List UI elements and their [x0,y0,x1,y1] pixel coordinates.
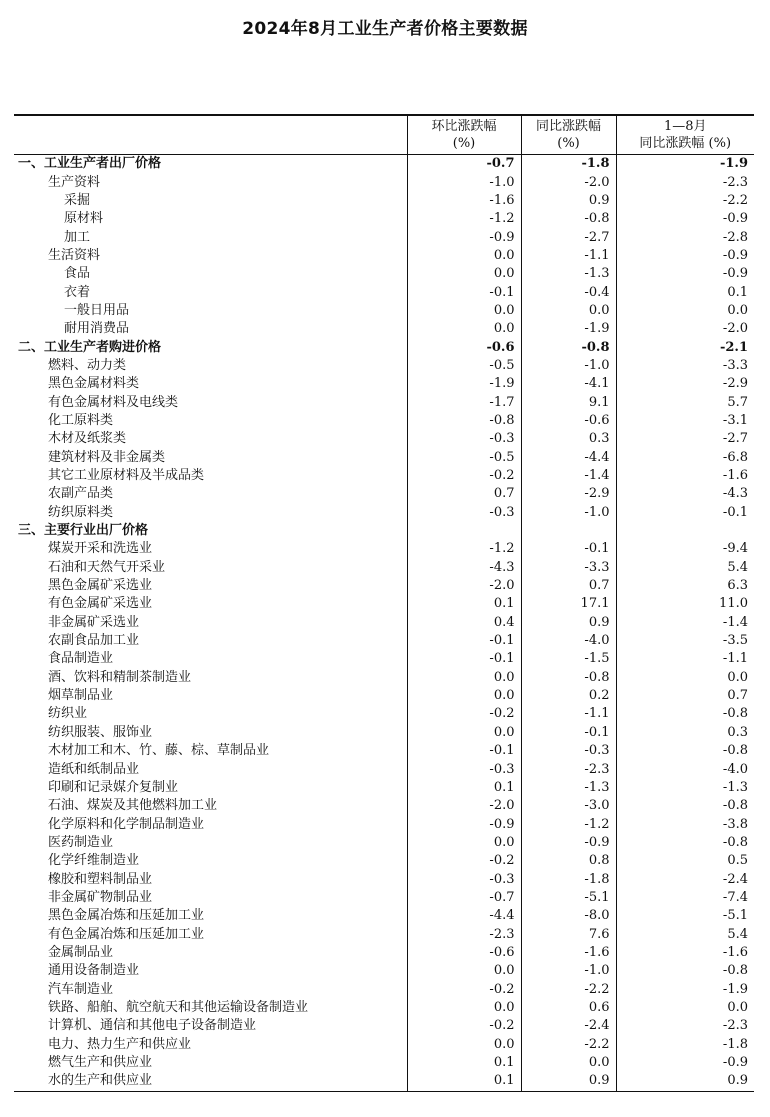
table-row [14,504,754,522]
row-label: 计算机、通信和其他电子设备制造业 [48,1018,257,1034]
mom-value: 0.1 [407,779,521,797]
row-label: 汽车制造业 [48,981,114,997]
row-label: 其它工业原材料及半成品类 [48,468,205,484]
cumulative-value: -2.3 [616,173,754,191]
row-label: 加工 [64,229,91,245]
row-label: 酒、饮料和精制茶制造业 [48,669,192,685]
mom-value: -2.3 [407,925,521,943]
row-label: 原材料 [64,211,104,227]
table-row [14,650,754,668]
mom-value: -0.8 [407,412,521,430]
mom-value: -1.7 [407,393,521,411]
yoy-value: -2.3 [521,760,616,778]
table-body [14,155,754,1092]
table-row [14,393,754,411]
yoy-value: 0.7 [521,577,616,595]
yoy-value: -1.1 [521,247,616,265]
row-label: 黑色金属材料类 [48,376,140,392]
table-row [14,265,754,283]
row-label: 农副产品类 [48,486,114,502]
cumulative-value: -5.1 [616,907,754,925]
cumulative-value: 5.4 [616,559,754,577]
row-label: 石油、煤炭及其他燃料加工业 [48,798,218,814]
table-row [14,999,754,1017]
mom-value: -0.2 [407,467,521,485]
mom-value: -0.1 [407,632,521,650]
yoy-value: -0.3 [521,742,616,760]
mom-value [407,522,521,540]
cumulative-value: -3.1 [616,412,754,430]
cumulative-value: -0.8 [616,797,754,815]
mom-value: -4.4 [407,907,521,925]
mom-value: 0.0 [407,265,521,283]
mom-value: -0.2 [407,852,521,870]
yoy-value: -1.0 [521,504,616,522]
cumulative-value: -0.8 [616,742,754,760]
mom-value: -0.1 [407,283,521,301]
table-row [14,173,754,191]
table-row [14,724,754,742]
cumulative-value: -0.9 [616,210,754,228]
cumulative-value: 5.4 [616,925,754,943]
table-row [14,595,754,613]
row-label: 木材及纸浆类 [48,431,127,447]
mom-value: -0.9 [407,228,521,246]
table-row [14,779,754,797]
row-label: 有色金属矿采选业 [48,596,153,612]
cumulative-value: -0.9 [616,1054,754,1072]
mom-value: 0.0 [407,724,521,742]
mom-value: 0.1 [407,1072,521,1091]
section-row [14,338,754,356]
row-label: 化工原料类 [48,412,114,428]
table-row [14,467,754,485]
row-label: 耐用消费品 [64,321,130,337]
mom-value: -1.6 [407,192,521,210]
row-label: 化学纤维制造业 [48,853,140,869]
yoy-value: -1.8 [521,870,616,888]
mom-value: -0.5 [407,449,521,467]
table-row [14,375,754,393]
mom-value: 0.0 [407,247,521,265]
table-row [14,889,754,907]
table-row [14,192,754,210]
yoy-value: 0.9 [521,1072,616,1091]
yoy-value: -0.8 [521,210,616,228]
cumulative-value: -6.8 [616,449,754,467]
row-label: 有色金属材料及电线类 [48,394,179,410]
cumulative-value: -1.3 [616,779,754,797]
mom-value: -0.1 [407,742,521,760]
table-row [14,1072,754,1091]
yoy-value: -2.0 [521,173,616,191]
yoy-value: -1.9 [521,320,616,338]
mom-value: -0.2 [407,980,521,998]
table-row [14,412,754,430]
section-row [14,155,754,174]
cumulative-value: -4.0 [616,760,754,778]
header-cumulative [616,116,754,155]
yoy-value: 17.1 [521,595,616,613]
cumulative-value: -0.8 [616,705,754,723]
mom-value: -1.2 [407,210,521,228]
header-mom [407,116,521,155]
cumulative-value: -0.9 [616,265,754,283]
cumulative-value: -2.1 [616,338,754,356]
cumulative-value: -3.5 [616,632,754,650]
mom-value: 0.0 [407,302,521,320]
yoy-value: -1.4 [521,467,616,485]
cumulative-value: 0.0 [616,999,754,1017]
row-label: 燃料、动力类 [48,357,127,373]
table-row [14,907,754,925]
section-row [14,522,754,540]
yoy-value: -8.0 [521,907,616,925]
row-label: 石油和天然气开采业 [48,559,166,575]
row-label: 纺织业 [48,706,88,722]
yoy-value: -0.6 [521,412,616,430]
table-row [14,228,754,246]
table-row [14,210,754,228]
yoy-value: -4.0 [521,632,616,650]
table-row [14,485,754,503]
cumulative-value [616,522,754,540]
mom-value: 0.1 [407,595,521,613]
row-label: 通用设备制造业 [48,963,140,979]
table-row [14,815,754,833]
cumulative-value: 11.0 [616,595,754,613]
mom-value: 0.0 [407,999,521,1017]
mom-value: -1.2 [407,540,521,558]
header-yoy [521,116,616,155]
mom-value: 0.0 [407,320,521,338]
row-label: 有色金属冶炼和压延加工业 [48,926,205,942]
cumulative-value: -2.3 [616,1017,754,1035]
header-yoy-line2: (%) [557,136,580,151]
yoy-value: -4.4 [521,449,616,467]
cumulative-value: 0.1 [616,283,754,301]
table-row [14,540,754,558]
yoy-value: 0.0 [521,1054,616,1072]
table-row [14,302,754,320]
row-label: 农副食品加工业 [48,633,140,649]
cumulative-value: -2.8 [616,228,754,246]
yoy-value: 0.9 [521,614,616,632]
yoy-value: -1.0 [521,962,616,980]
cumulative-value: -1.6 [616,467,754,485]
row-label: 衣着 [64,284,91,300]
table-header [14,115,754,155]
table-row [14,705,754,723]
mom-value: 0.7 [407,485,521,503]
yoy-value: -1.3 [521,779,616,797]
row-label: 化学原料和化学制品制造业 [48,816,205,832]
mom-value: -2.0 [407,577,521,595]
yoy-value [521,522,616,540]
cumulative-value: 0.0 [616,669,754,687]
row-label: 燃气生产和供应业 [48,1055,153,1071]
row-label: 纺织原料类 [48,504,114,520]
mom-value: 0.0 [407,834,521,852]
yoy-value: -1.8 [521,155,616,174]
table-row [14,962,754,980]
cumulative-value: -9.4 [616,540,754,558]
header-cumulative-line2: 同比涨跌幅 (%) [639,136,732,151]
mom-value: -0.3 [407,504,521,522]
cumulative-value: -1.8 [616,1036,754,1054]
yoy-value: -5.1 [521,889,616,907]
yoy-value: -1.3 [521,265,616,283]
row-label: 金属制品业 [48,944,114,960]
cumulative-value: -0.1 [616,504,754,522]
cumulative-value: -1.4 [616,614,754,632]
cumulative-value: -7.4 [616,889,754,907]
row-label: 造纸和纸制品业 [48,761,140,777]
yoy-value: -2.9 [521,485,616,503]
row-label: 黑色金属矿采选业 [48,578,153,594]
cumulative-value: 6.3 [616,577,754,595]
cumulative-value: -2.2 [616,192,754,210]
yoy-value: 0.9 [521,192,616,210]
mom-value: -0.7 [407,155,521,174]
yoy-value: 0.8 [521,852,616,870]
row-label: 电力、热力生产和供应业 [48,1036,192,1052]
cumulative-value: 0.0 [616,302,754,320]
cumulative-value: 0.7 [616,687,754,705]
price-data-table [14,114,754,1092]
table-row [14,449,754,467]
table-row [14,430,754,448]
row-label: 采掘 [64,192,91,208]
row-label: 生产资料 [48,174,101,190]
table-row [14,870,754,888]
yoy-value: -0.4 [521,283,616,301]
table-row [14,669,754,687]
yoy-value: -0.9 [521,834,616,852]
row-label: 建筑材料及非金属类 [48,449,166,465]
yoy-value: -3.3 [521,559,616,577]
row-label: 纺织服装、服饰业 [48,724,153,740]
cumulative-value: -1.9 [616,155,754,174]
table-row [14,1017,754,1035]
cumulative-value: -0.8 [616,834,754,852]
table-row [14,577,754,595]
row-label: 黑色金属冶炼和压延加工业 [48,908,205,924]
cumulative-value: -1.1 [616,650,754,668]
yoy-value: -1.5 [521,650,616,668]
row-label: 医药制造业 [48,834,114,850]
yoy-value: 9.1 [521,393,616,411]
table-row [14,1054,754,1072]
page-title: 2024年8月工业生产者价格主要数据 [242,19,528,39]
cumulative-value: -0.8 [616,962,754,980]
cumulative-value: -2.0 [616,320,754,338]
yoy-value: -2.7 [521,228,616,246]
cumulative-value: 0.9 [616,1072,754,1091]
mom-value: -0.5 [407,357,521,375]
cumulative-value: -0.9 [616,247,754,265]
cumulative-value: 0.3 [616,724,754,742]
mom-value: -0.3 [407,870,521,888]
table-row [14,357,754,375]
mom-value: 0.4 [407,614,521,632]
mom-value: -0.3 [407,430,521,448]
row-label: 煤炭开采和洗选业 [48,541,153,557]
yoy-value: -0.8 [521,669,616,687]
table-row [14,852,754,870]
yoy-value: -1.2 [521,815,616,833]
yoy-value: -3.0 [521,797,616,815]
header-mom-line2: (%) [452,136,476,151]
row-label: 生活资料 [48,247,101,263]
mom-value: -0.6 [407,338,521,356]
row-label: 三、主要行业出厂价格 [18,523,149,539]
yoy-value: -2.2 [521,980,616,998]
cumulative-value: -4.3 [616,485,754,503]
yoy-value: -2.4 [521,1017,616,1035]
table-row [14,760,754,778]
yoy-value: -0.1 [521,724,616,742]
cumulative-value: -1.9 [616,980,754,998]
cumulative-value: -3.8 [616,815,754,833]
table-row [14,834,754,852]
table-row [14,687,754,705]
yoy-value: -4.1 [521,375,616,393]
mom-value: -0.3 [407,760,521,778]
row-label: 非金属矿物制品业 [48,889,153,905]
table-row [14,925,754,943]
yoy-value: -0.8 [521,338,616,356]
table-row [14,283,754,301]
yoy-value: 7.6 [521,925,616,943]
header-cumulative-line1: 1—8月 [663,119,707,134]
yoy-value: 0.6 [521,999,616,1017]
mom-value: -0.1 [407,650,521,668]
yoy-value: 0.2 [521,687,616,705]
yoy-value: -0.1 [521,540,616,558]
table-row [14,742,754,760]
table-row [14,797,754,815]
row-label: 铁路、船舶、航空航天和其他运输设备制造业 [48,999,309,1015]
row-label: 水的生产和供应业 [14,1072,407,1091]
mom-value: 0.0 [407,962,521,980]
mom-value: -0.6 [407,944,521,962]
table-row [14,1036,754,1054]
header-item-column [14,116,407,155]
mom-value: -4.3 [407,559,521,577]
row-label: 食品 [64,266,91,282]
table-row [14,944,754,962]
yoy-value: 0.0 [521,302,616,320]
mom-value: -2.0 [407,797,521,815]
table-row [14,247,754,265]
table-row [14,320,754,338]
yoy-value: 0.3 [521,430,616,448]
cumulative-value: 5.7 [616,393,754,411]
table-row [14,980,754,998]
row-label: 木材加工和木、竹、藤、棕、草制品业 [48,743,270,759]
mom-value: 0.1 [407,1054,521,1072]
table-row [14,614,754,632]
row-label: 非金属矿采选业 [48,614,140,630]
mom-value: 0.0 [407,687,521,705]
mom-value: 0.0 [407,1036,521,1054]
cumulative-value: -3.3 [616,357,754,375]
mom-value: -0.9 [407,815,521,833]
cumulative-value: -1.6 [616,944,754,962]
yoy-value: -2.2 [521,1036,616,1054]
cumulative-value: -2.4 [616,870,754,888]
table-row [14,559,754,577]
row-label: 烟草制品业 [48,688,114,704]
row-label: 二、工业生产者购进价格 [18,339,162,355]
mom-value: -1.9 [407,375,521,393]
row-label: 橡胶和塑料制品业 [48,871,153,887]
yoy-value: -1.1 [521,705,616,723]
row-label: 印刷和记录媒介复制业 [48,779,179,795]
yoy-value: -1.0 [521,357,616,375]
header-row [14,116,754,155]
row-label: 食品制造业 [48,651,114,667]
yoy-value: -1.6 [521,944,616,962]
header-yoy-line1: 同比涨跌幅 [535,119,601,134]
mom-value: -0.2 [407,705,521,723]
header-mom-line1: 环比涨跌幅 [431,119,497,134]
table-row [14,632,754,650]
row-label: 一、工业生产者出厂价格 [18,156,162,172]
cumulative-value: -2.7 [616,430,754,448]
cumulative-value: -2.9 [616,375,754,393]
mom-value: -0.7 [407,889,521,907]
cumulative-value: 0.5 [616,852,754,870]
mom-value: -1.0 [407,173,521,191]
mom-value: 0.0 [407,669,521,687]
mom-value: -0.2 [407,1017,521,1035]
row-label: 一般日用品 [64,302,130,318]
